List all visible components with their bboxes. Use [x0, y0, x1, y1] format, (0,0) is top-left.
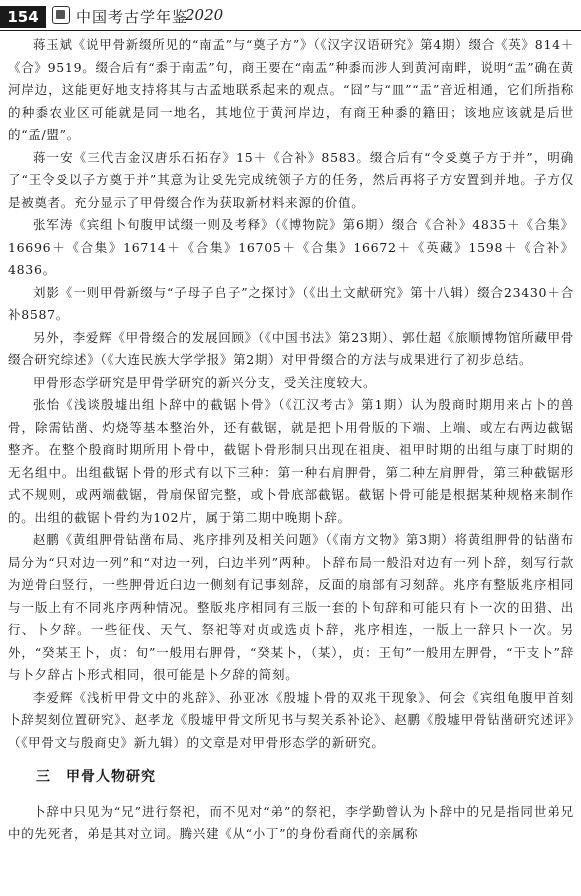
- paragraph: 另外，李爱辉《甲骨缀合的发展回顾》（《中国书法》第23期）、郭仕超《旅顺博物馆所藏甲骨缀合研究综述》（《大连民族大学学报》第2期）对甲骨缀合的方法与成果进行了初步总结。: [8, 329, 574, 367]
- paragraph: 李爱辉《浅析甲骨文中的兆辞》、孙亚冰《殷墟卜骨的双兆干现象》、何会《宾组龟腹甲首刻卜辞契刻位置研究》、赵孝龙《殷墟甲骨文所见书与契关系补论》、赵鹏《殷墟甲骨钻凿研究述评》（《甲骨文与殷商史》新九辑）的文章是对甲骨形态学的新研究。: [8, 689, 574, 750]
- paragraph: 蒋玉斌《说甲骨新缀所见的“南孟”与“奠子方”》（《汉字汉语研究》第4期）缀合《英》814＋《合》9519。缀合后有“黍于南盂”句，商王要在“南盂”种黍而涉人到黄河南畔，说明“盂”确在黄河岸边，这能更好地支持将其与古孟地联系起来的观点。“囧”与“皿”“盂”音近相通，它们所指称的种黍农业区可能就是同一地名，其地位于黄河岸边，有商王种黍的籍田；该地应该就是后世的“孟/盟”。: [8, 37, 574, 142]
- paragraph: 张军涛《宾组卜旬腹甲试缀一则及考释》（《博物院》第6期）缀合《合补》4835＋《合集》16696＋《合集》16714＋《合集》16705＋《合集》16672＋《英藏》1598＋《合补》4836。: [8, 217, 574, 277]
- journal-title: 中国考古学年鉴: [76, 8, 189, 26]
- paragraph: 甲骨形态学研究是甲骨学研究的新兴分支，受关注度较大。: [33, 374, 377, 390]
- page-header: [0, 0, 581, 31]
- article-body: [8, 34, 574, 846]
- page-number: 154: [0, 6, 46, 28]
- paragraph: 赵鹏《黄组胛骨钻凿布局、兆序排列及相关问题》（《南方文物》第3期）将黄组胛骨的钻凿布局分为“只对边一列”和“对边一列，臼边半列”两种。卜辞布局一般沿对边有一列卜辞，刻写行款为逆骨臼竖行，一些胛骨近臼边一侧刻有记事刻辞，反面的扇部有习刻辞。兆序有整版兆序相同与一版上有不同兆序两种情况。整版兆序相同有三版一套的卜旬辞和可能只有卜一次的田猎、出行、卜夕辞。一些征伐、天气、祭祀等对贞或选贞卜辞，兆序相连，一版上一辞只卜一次。另外，“癸某王卜，贞：旬”一般用右胛骨，“癸某卜，（某），贞：王旬”一般用左胛骨，“干支卜”辞与卜夕辞占卜形式相同，很可能是卜夕辞的简刻。: [8, 532, 574, 682]
- section-heading: 三 甲骨人物研究: [36, 769, 156, 785]
- journal-year: 2020: [185, 6, 224, 24]
- paragraph: 刘影《一则甲骨新缀与“子母子𠂤子”之探讨》（《出土文献研究》第十八辑）缀合23430＋合补8587。: [8, 284, 574, 322]
- paragraph: 卜辞中只见为“兄”进行祭祀，而不见对“弟”的祭祀，李学勤曾认为卜辞中的兄是指同世弟兄中的先死者，弟是其对立词。腾兴建《从“小丁”的身份看商代的亲属称: [8, 803, 574, 841]
- paragraph: 蒋一安《三代吉金汉唐乐石拓存》15＋《合补》8583。缀合后有“令𠬪奠子方于并”，明确了“王令𠬪以子方奠于并”其意为让𠬪先完成统领子方的任务，然后再将子方安置到并地。子方仅是被奠者。充分显示了甲骨缀合作为获取新材料来源的价值。: [8, 149, 574, 210]
- paragraph: 张怡《浅谈殷墟出组卜辞中的截锯卜骨》（《江汉考古》第1期）认为殷商时期用来占卜的兽骨，除需钻凿、灼烧等基本整治外，还有截锯，就是把卜用骨版的下端、上端、或左右两边截锯整齐。在整个殷商时期所用卜骨中，截锯卜骨形制只出现在祖庚、祖甲时期的出组与康丁时期的无名组中。出组截锯卜骨的形式有以下三种：第一种右肩胛骨，第二种左肩胛骨，第三种截锯形式不规则，或两端截锯，骨扇保留完整，或卜骨底部截锯。截锯卜骨可能是根据某种规格来制作的。出组的截锯卜骨约为102片，属于第二期中晚期卜辞。: [8, 397, 574, 525]
- journal-logo-icon: [52, 6, 70, 24]
